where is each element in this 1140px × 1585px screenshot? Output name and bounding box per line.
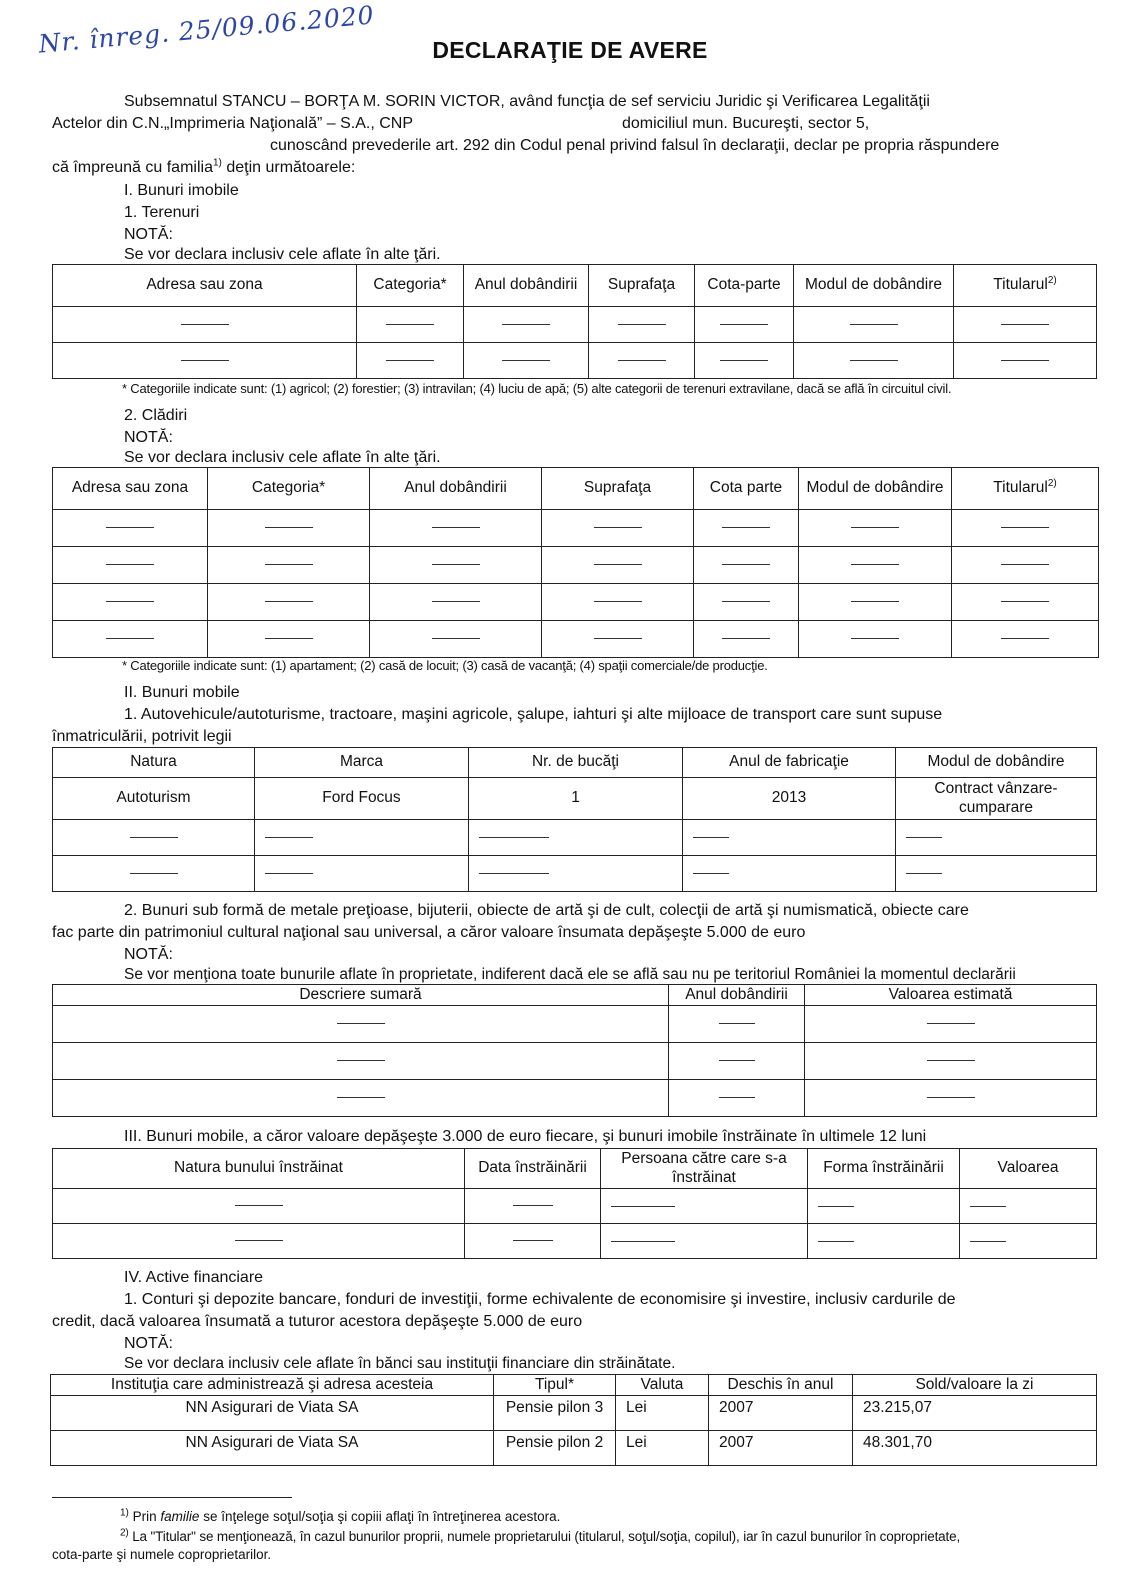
vehicle-type: Autoturism xyxy=(53,778,255,820)
land-header-address: Adresa sau zona xyxy=(53,265,357,307)
section-2-sub2-a: 2. Bunuri sub formă de metale preţioase, bijuterii, obiecte de artă şi de cult, colecţii de artă şi numismatică, obiecte care xyxy=(124,902,969,919)
land-header-surface: Suprafaţa xyxy=(589,265,695,307)
table-row xyxy=(53,1080,1097,1117)
financial-balance: 48.301,70 xyxy=(853,1431,1097,1466)
section-1-sub2: 2. Clădiri xyxy=(124,407,188,424)
intro-line-3: cunoscând prevederile art. 292 din Codul penal privind falsul în declaraţii, declar pe propria răspundere xyxy=(270,137,1000,154)
table-row xyxy=(53,343,1097,379)
land-header-year: Anul dobândirii xyxy=(464,265,589,307)
table-row xyxy=(53,1189,1097,1224)
footnote-2: $^{2)}$ La "Titular" se menţionează, în cazul bunurilor proprii, numele proprietarului (titularul, soţul/soţia, copilul), iar în cazul bunurilor în coproprietate, xyxy=(120,1527,961,1544)
land-footnote: * Categoriile indicate sunt: (1) agricol; (2) forestier; (3) intravilan; (4) luciu de apă; (5) alte categorii de terenuri extravilane, dacă se află în circuitul civil. xyxy=(122,381,952,396)
vehicles-table xyxy=(52,747,1097,892)
table-row xyxy=(53,547,1099,584)
land-header-category: Categoria* xyxy=(357,265,464,307)
vehicles-header-mode: Modul de dobândire xyxy=(896,748,1097,778)
section-2-heading: II. Bunuri mobile xyxy=(124,684,240,701)
section-2-sub2-b: fac parte din patrimoniul cultural naţional sau universal, a căror valoare însumata depăşeşte 5.000 de euro xyxy=(52,924,806,941)
section-1-nota-2: NOTĂ: xyxy=(124,429,173,446)
alienated-header-date: Data înstrăinării xyxy=(465,1149,601,1189)
section-1-note-text: Se vor declara inclusiv cele aflate în alte ţări. xyxy=(124,246,441,263)
vehicles-header-type: Natura xyxy=(53,748,255,778)
footnote-1: $^{1)}$ Prin familie se înţelege soţul/soţia şi copiii aflaţi în întreţinerea acestora. xyxy=(120,1507,561,1524)
alienated-header-person: Persoana către care s-a înstrăinat xyxy=(601,1149,808,1189)
financial-table xyxy=(50,1374,1097,1466)
alienated-header-form: Forma înstrăinării xyxy=(808,1149,960,1189)
buildings-header-mode: Modul de dobândire xyxy=(799,468,952,510)
vehicle-brand: Ford Focus xyxy=(255,778,469,820)
section-4-nota: NOTĂ: xyxy=(124,1335,173,1352)
buildings-header-category: Categoria* xyxy=(208,468,370,510)
valuables-header-description: Descriere sumară xyxy=(53,985,669,1006)
table-row xyxy=(53,820,1097,856)
vehicle-count: 1 xyxy=(469,778,683,820)
buildings-header-owner: Titularul$^{2)}$ xyxy=(952,468,1099,510)
financial-year: 2007 xyxy=(709,1431,853,1466)
section-2-sub1-a: 1. Autovehicule/autoturisme, tractoare, maşini agricole, şalupe, iahturi şi alte mijloace de transport care sunt supuse xyxy=(124,706,943,723)
vehicles-header-brand: Marca xyxy=(255,748,469,778)
vehicle-year: 2013 xyxy=(683,778,896,820)
section-1-note-text-2: Se vor declara inclusiv cele aflate în alte ţări. xyxy=(124,449,441,466)
section-4-note-text: Se vor declara inclusiv cele aflate în bănci sau instituţii financiare din străinătate. xyxy=(124,1355,676,1372)
section-1-nota: NOTĂ: xyxy=(124,226,173,243)
section-4-sub1-a: 1. Conturi şi depozite bancare, fonduri de investiţii, forme echivalente de economisire şi investire, inclusiv cardurile de xyxy=(124,1291,956,1308)
section-2-nota: NOTĂ: xyxy=(124,946,173,963)
table-row xyxy=(51,1396,1097,1431)
buildings-header-address: Adresa sau zona xyxy=(53,468,208,510)
alienated-table xyxy=(52,1148,1097,1259)
table-row xyxy=(53,307,1097,343)
financial-institution: NN Asigurari de Viata SA xyxy=(51,1431,494,1466)
intro-line-2a: Actelor din C.N.„Imprimeria Naţională” – S.A., CNP xyxy=(52,115,413,132)
intro-line-2b: domiciliul mun. Bucureşti, sector 5, xyxy=(622,115,870,132)
section-4-heading: IV. Active financiare xyxy=(124,1269,264,1286)
financial-type: Pensie pilon 3 xyxy=(494,1396,616,1431)
financial-currency: Lei xyxy=(616,1396,709,1431)
section-2-note-text: Se vor menţiona toate bunurile aflate în proprietate, indiferent dacă ele se află sau nu pe teritoriul României la momentul declarării xyxy=(124,966,1016,983)
buildings-header-surface: Suprafaţa xyxy=(542,468,694,510)
section-1-sub1: 1. Terenuri xyxy=(124,204,200,221)
vehicle-mode: Contract vânzare-cumparare xyxy=(896,778,1097,820)
buildings-table xyxy=(52,467,1099,658)
financial-header-balance: Sold/valoare la zi xyxy=(853,1375,1097,1396)
buildings-header-year: Anul dobândirii xyxy=(370,468,542,510)
financial-header-type: Tipul* xyxy=(494,1375,616,1396)
footnote-2-continued: cota-parte şi numele coproprietarilor. xyxy=(52,1547,272,1562)
page-title: DECLARAŢIE DE AVERE xyxy=(432,37,708,63)
land-table xyxy=(52,264,1097,379)
table-row xyxy=(53,621,1099,658)
table-row xyxy=(53,510,1099,547)
table-row xyxy=(53,1043,1097,1080)
financial-balance: 23.215,07 xyxy=(853,1396,1097,1431)
financial-header-currency: Valuta xyxy=(616,1375,709,1396)
section-4-sub1-b: credit, dacă valoarea însumată a tuturor acestora depăşeşte 5.000 de euro xyxy=(52,1313,583,1330)
financial-currency: Lei xyxy=(616,1431,709,1466)
vehicles-header-year: Anul de fabricaţie xyxy=(683,748,896,778)
financial-type: Pensie pilon 2 xyxy=(494,1431,616,1466)
section-3-heading: III. Bunuri mobile, a căror valoare depăşeşte 3.000 de euro fiecare, şi bunuri imobile înstrăinate în ultimele 12 luni xyxy=(124,1128,927,1145)
land-header-owner: Titularul$^{2)}$ xyxy=(954,265,1097,307)
land-header-mode: Modul de dobândire xyxy=(794,265,954,307)
valuables-header-year: Anul dobândirii xyxy=(669,985,805,1006)
table-row xyxy=(53,856,1097,892)
valuables-header-value: Valoarea estimată xyxy=(805,985,1097,1006)
table-row xyxy=(53,1006,1097,1043)
table-row xyxy=(51,1431,1097,1466)
vehicles-header-count: Nr. de bucăţi xyxy=(469,748,683,778)
valuables-table xyxy=(52,984,1097,1117)
buildings-footnote: * Categoriile indicate sunt: (1) apartament; (2) casă de locuit; (3) casă de vacanţă; (4) spaţii comerciale/de producţie. xyxy=(122,658,768,673)
financial-header-year: Deschis în anul xyxy=(709,1375,853,1396)
table-row xyxy=(53,778,1097,820)
intro-line-4: că împreună cu familia$^{1)}$ deţin următoarele: xyxy=(52,157,356,176)
financial-institution: NN Asigurari de Viata SA xyxy=(51,1396,494,1431)
land-header-share: Cota-parte xyxy=(695,265,794,307)
financial-header-institution: Instituţia care administrează şi adresa acesteia xyxy=(51,1375,494,1396)
alienated-header-value: Valoarea xyxy=(960,1149,1097,1189)
table-row xyxy=(53,1224,1097,1259)
section-1-heading: I. Bunuri imobile xyxy=(124,182,239,199)
intro-line-1: Subsemnatul STANCU – BORŢA M. SORIN VICTOR, având funcţia de sef serviciu Juridic şi Verificarea Legalităţii xyxy=(124,93,930,110)
section-2-sub1-b: înmatriculării, potrivit legii xyxy=(52,728,232,745)
footnote-divider xyxy=(52,1497,292,1498)
registration-number: Nr. înreg. 25/09.06.2020 xyxy=(37,0,376,59)
financial-year: 2007 xyxy=(709,1396,853,1431)
table-row xyxy=(53,584,1099,621)
alienated-header-type: Natura bunului înstrăinat xyxy=(53,1149,465,1189)
buildings-header-share: Cota parte xyxy=(694,468,799,510)
